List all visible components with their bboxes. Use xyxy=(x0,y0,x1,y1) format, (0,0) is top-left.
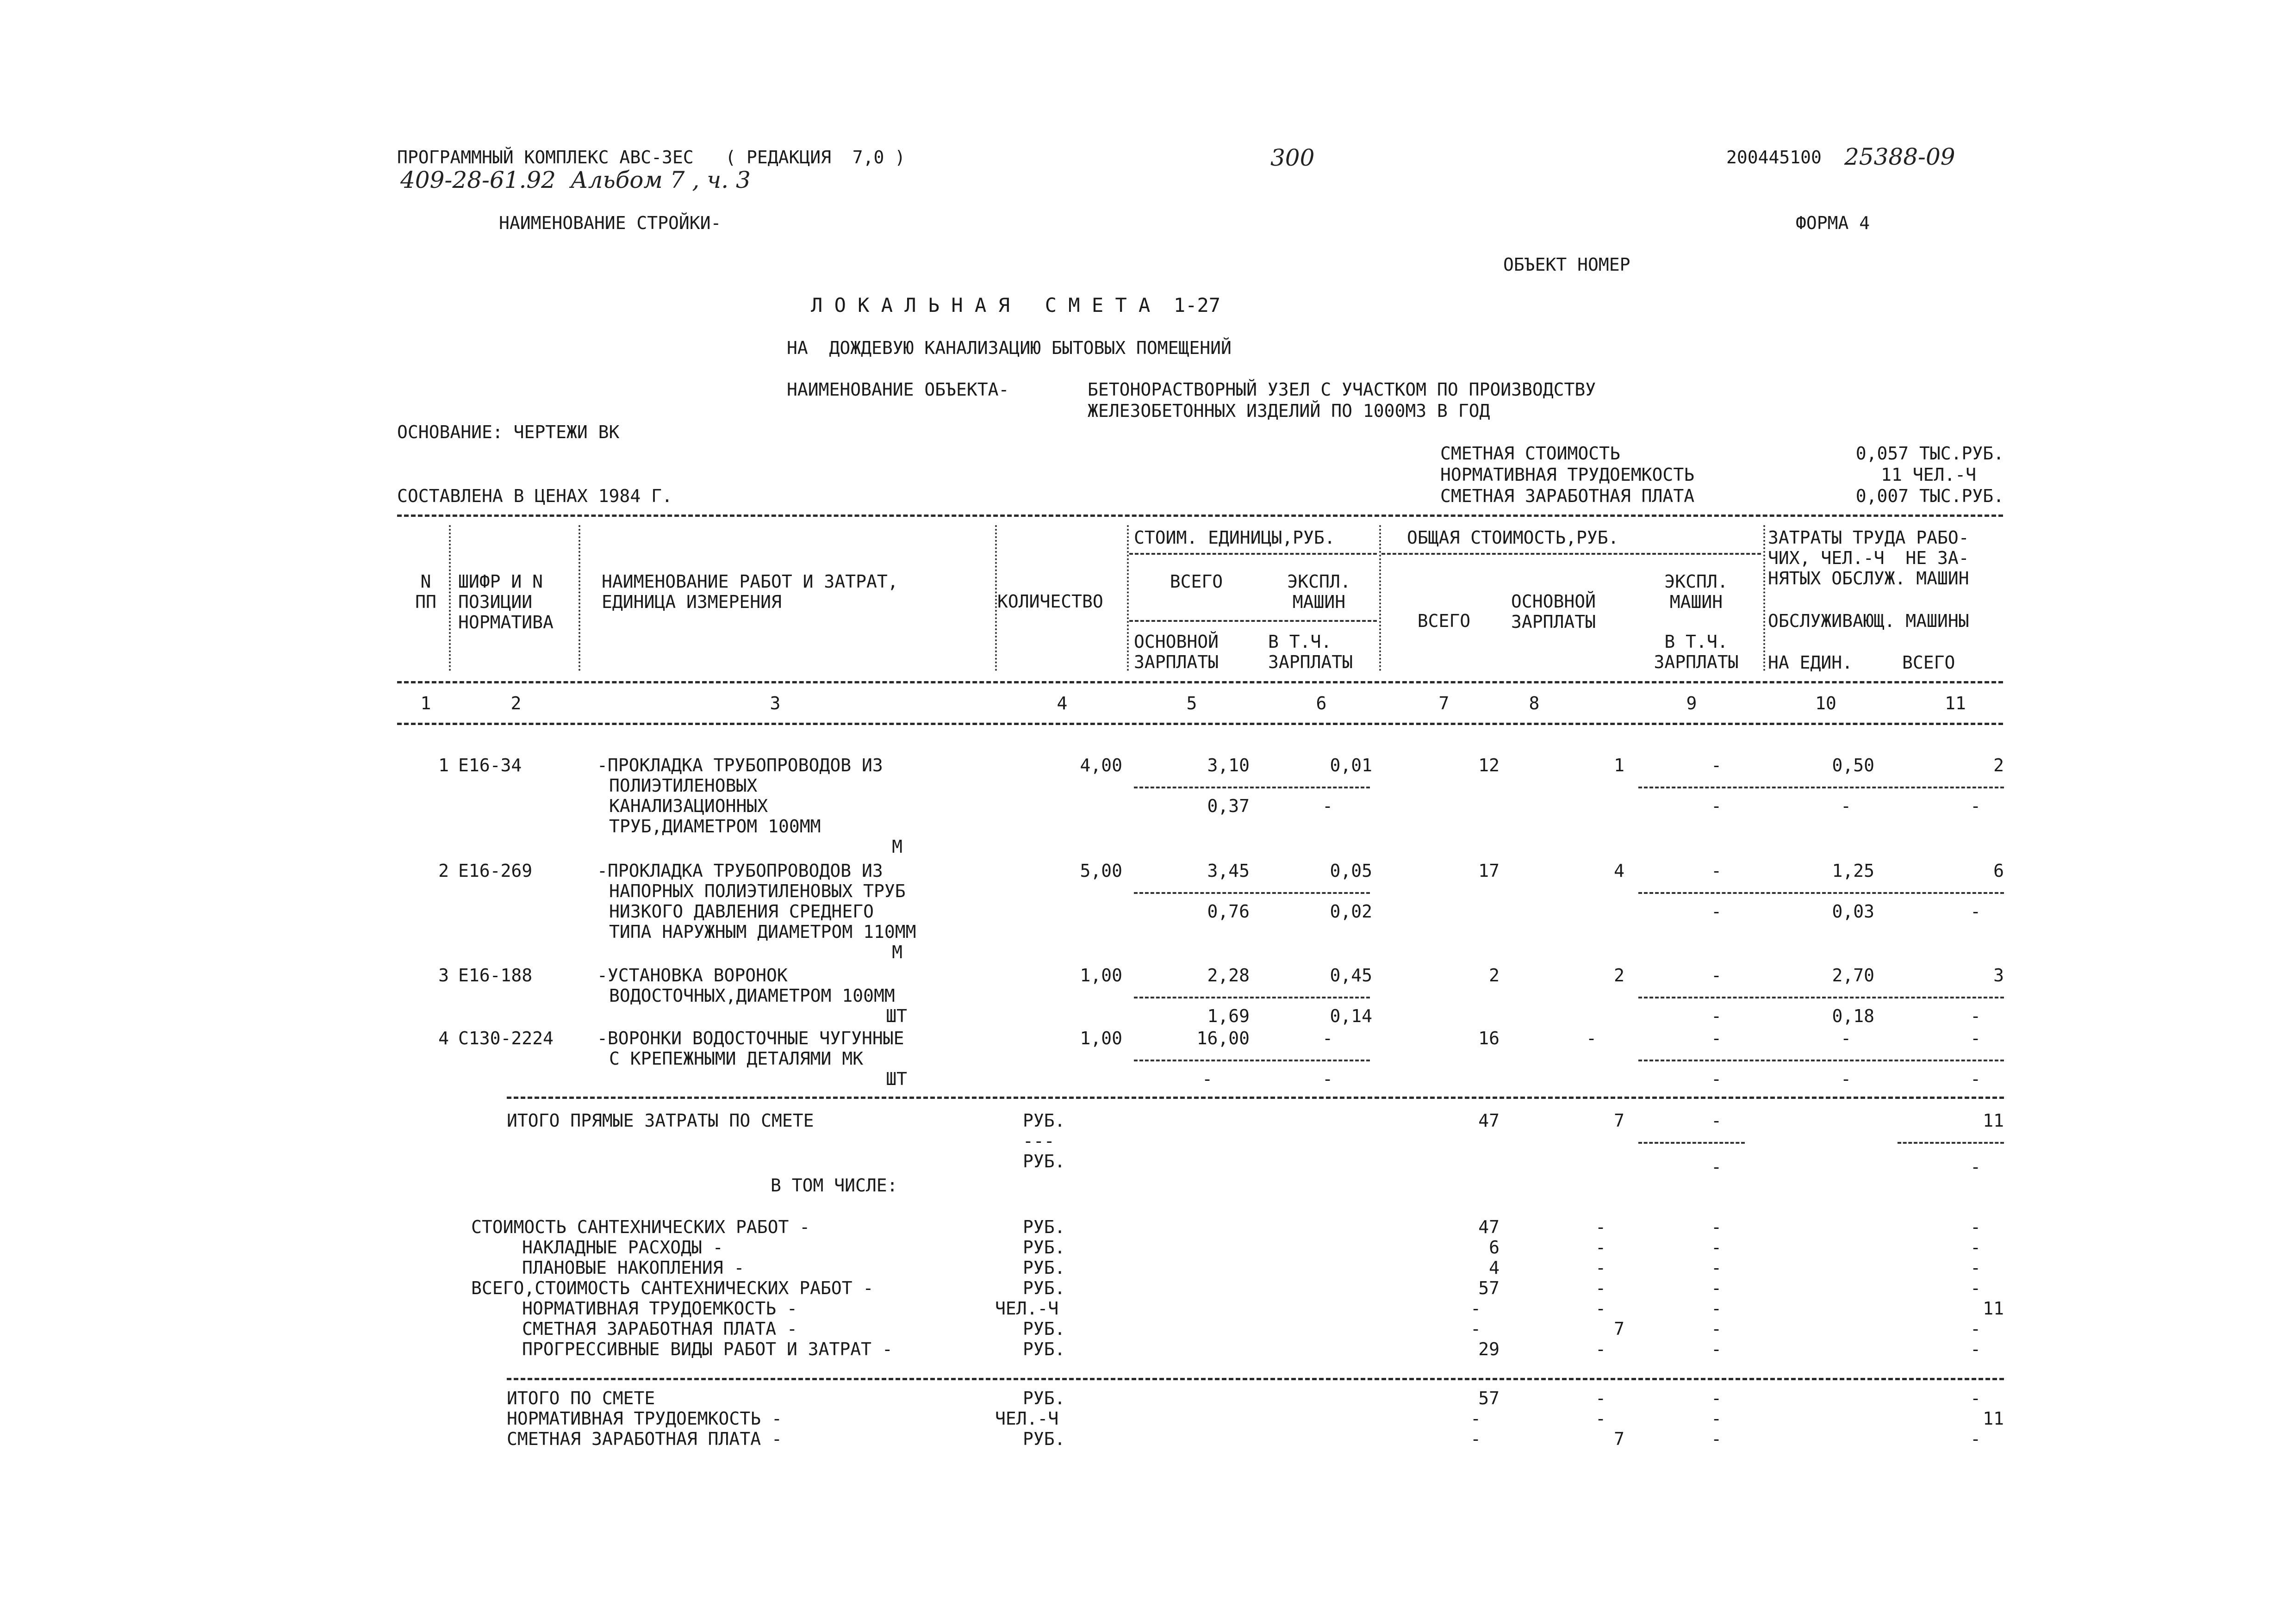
row-code: Е16-269 xyxy=(458,861,533,881)
colnum-4: 4 xyxy=(1057,693,1068,713)
page-number: 300 xyxy=(1270,144,1315,171)
breakdown-label: СТОИМОСТЬ САНТЕХНИЧЕСКИХ РАБОТ - xyxy=(471,1217,810,1237)
breakdown-label: ПЛАНОВЫЕ НАКОПЛЕНИЯ - xyxy=(522,1258,745,1278)
breakdown-total: - xyxy=(1470,1298,1481,1319)
colnum-3: 3 xyxy=(770,693,781,713)
colnum-8: 8 xyxy=(1529,693,1540,713)
row-total-wage: 2 xyxy=(1614,965,1624,986)
breakdown-labor: - xyxy=(1970,1217,1981,1237)
object-name-line-1: БЕТОНОРАСТВОРНЫЙ УЗЕЛ С УЧАСТКОМ ПО ПРОИЗВОДСТВУ xyxy=(1088,379,1596,400)
breakdown-mach: - xyxy=(1711,1278,1722,1298)
header-bottom-rule xyxy=(397,723,2003,725)
totals-total: - xyxy=(1470,1429,1481,1449)
header-rule xyxy=(397,681,2003,683)
totals-labor: - xyxy=(1970,1388,1981,1408)
row-name-line: -ВОРОНКИ ВОДОСТОЧНЫЕ ЧУГУННЫЕ xyxy=(597,1028,904,1048)
row-separator xyxy=(1134,892,1370,894)
row-total-all: 17 xyxy=(1478,861,1500,881)
row-number: 4 xyxy=(438,1028,449,1048)
breakdown-label: СМЕТНАЯ ЗАРАБОТНАЯ ПЛАТА - xyxy=(522,1319,797,1339)
header-total-wage: ОСНОВНОЙ ЗАРПЛАТЫ xyxy=(1511,591,1596,632)
breakdown-wage: - xyxy=(1595,1278,1606,1298)
object-name-label: НАИМЕНОВАНИЕ ОБЪЕКТА- xyxy=(787,379,1009,400)
totals-total: - xyxy=(1470,1408,1481,1429)
header-unit-total: ВСЕГО xyxy=(1170,571,1223,592)
breakdown-unit: РУБ. xyxy=(1023,1237,1065,1258)
row-unit-mach: 0,45 xyxy=(1330,965,1372,986)
breakdown-label: ПРОГРЕССИВНЫЕ ВИДЫ РАБОТ И ЗАТРАТ - xyxy=(522,1339,893,1359)
breakdown-total: - xyxy=(1470,1319,1481,1339)
row-name-line: ПОЛИЭТИЛЕНОВЫХ xyxy=(609,775,758,796)
breakdown-total: 6 xyxy=(1489,1237,1500,1258)
totals-mach: - xyxy=(1711,1408,1722,1429)
breakdown-total: 29 xyxy=(1478,1339,1500,1359)
header-qty: КОЛИЧЕСТВО xyxy=(997,591,1103,612)
row-name-line: С КРЕПЕЖНЫМИ ДЕТАЛЯМИ МК xyxy=(609,1048,864,1069)
row-qty: 5,00 xyxy=(1080,861,1122,881)
direct-costs-unit-2: РУБ. xyxy=(1023,1151,1065,1172)
row-labor-mach-unit: - xyxy=(1841,796,1851,816)
row-labor-mach-unit: - xyxy=(1841,1069,1851,1089)
row-name-line: ВОДОСТОЧНЫХ,ДИАМЕТРОМ 100ММ xyxy=(609,986,895,1006)
colnum-10: 10 xyxy=(1815,693,1836,713)
row-total-all: 2 xyxy=(1489,965,1500,986)
form-label: ФОРМА 4 xyxy=(1796,213,1870,233)
direct-costs-dash: --- xyxy=(1023,1131,1055,1151)
row-unit: ШТ xyxy=(886,1069,907,1089)
breakdown-unit: РУБ. xyxy=(1023,1278,1065,1298)
object-number-label: ОБЪЕКТ НОМЕР xyxy=(1503,254,1630,275)
row-separator xyxy=(1638,892,2004,894)
breakdown-unit: РУБ. xyxy=(1023,1258,1065,1278)
estimate-title: Л О К А Л Ь Н А Я С М Е Т А 1-27 xyxy=(811,294,1221,316)
breakdown-mach: - xyxy=(1711,1217,1722,1237)
totals-labor: 11 xyxy=(1983,1408,2004,1429)
row-labor-mach-total: - xyxy=(1970,901,1981,922)
row-labor-total: 6 xyxy=(1993,861,2004,881)
totals-rule xyxy=(507,1378,2004,1380)
row-total-mach: - xyxy=(1711,1028,1722,1048)
row-unit-total: 3,45 xyxy=(1207,861,1250,881)
header-total-mach-wage: В Т.Ч. ЗАРПЛАТЫ xyxy=(1654,632,1739,672)
header-labor-mach: ОБСЛУЖИВАЮЩ. МАШИНЫ xyxy=(1768,611,1969,631)
row-total-mach-wage: - xyxy=(1711,901,1722,922)
breakdown-total: 4 xyxy=(1489,1258,1500,1278)
totals-mach: - xyxy=(1711,1429,1722,1449)
breakdown-wage: - xyxy=(1595,1258,1606,1278)
direct-costs-total: 47 xyxy=(1478,1110,1500,1131)
totals-wage: - xyxy=(1595,1388,1606,1408)
row-unit-mach-wage: - xyxy=(1322,1069,1333,1089)
direct-costs-labor-mach: - xyxy=(1970,1157,1981,1177)
direct-rule xyxy=(507,1097,2004,1099)
row-separator xyxy=(1638,1060,2004,1061)
col-divider xyxy=(1379,525,1381,671)
header-labor: ЗАТРАТЫ ТРУДА РАБО- ЧИХ, ЧЕЛ.-Ч НЕ ЗА- НЯТЫХ ОБСЛУЖ. МАШИН xyxy=(1768,527,1969,589)
header-unit-mach-wage: В Т.Ч. ЗАРПЛАТЫ xyxy=(1268,632,1353,672)
totals-wage: 7 xyxy=(1614,1429,1624,1449)
breakdown-labor: - xyxy=(1970,1278,1981,1298)
totals-label: СМЕТНАЯ ЗАРАБОТНАЯ ПЛАТА - xyxy=(507,1429,782,1449)
summary-value-cost: 0,057 ТЫС.РУБ. xyxy=(1855,443,2004,464)
breakdown-unit: РУБ. xyxy=(1023,1217,1065,1237)
row-labor-mach-unit: 0,18 xyxy=(1832,1006,1874,1026)
row-name-line: КАНАЛИЗАЦИОННЫХ xyxy=(609,796,768,816)
row-labor-unit: 2,70 xyxy=(1832,965,1874,986)
row-unit: М xyxy=(892,942,902,962)
col-divider xyxy=(579,525,580,671)
totals-label: ИТОГО ПО СМЕТЕ xyxy=(507,1388,655,1408)
totals-total: 57 xyxy=(1478,1388,1500,1408)
colnum-6: 6 xyxy=(1316,693,1327,713)
col-divider xyxy=(1127,525,1129,671)
col-divider xyxy=(449,525,451,671)
row-labor-mach-total: - xyxy=(1970,1006,1981,1026)
col-divider xyxy=(995,525,997,671)
breakdown-mach: - xyxy=(1711,1298,1722,1319)
header-unit-cost: СТОИМ. ЕДИНИЦЫ,РУБ. xyxy=(1134,527,1335,548)
row-number: 1 xyxy=(438,755,449,775)
totals-unit: РУБ. xyxy=(1023,1388,1065,1408)
direct-costs-label: ИТОГО ПРЯМЫЕ ЗАТРАТЫ ПО СМЕТЕ xyxy=(507,1110,814,1131)
including-label: В ТОМ ЧИСЛЕ: xyxy=(771,1175,898,1196)
header-total-mach: ЭКСПЛ. МАШИН xyxy=(1664,571,1728,612)
row-total-mach-wage: - xyxy=(1711,796,1722,816)
header-unit-mach: ЭКСПЛ. МАШИН xyxy=(1287,571,1351,612)
row-name-line: НИЗКОГО ДАВЛЕНИЯ СРЕДНЕГО xyxy=(609,901,874,922)
header-labor-total: ВСЕГО xyxy=(1902,652,1955,673)
summary-label-cost: СМЕТНАЯ СТОИМОСТЬ xyxy=(1440,443,1620,464)
row-name-line: -ПРОКЛАДКА ТРУБОПРОВОДОВ ИЗ xyxy=(597,755,883,775)
row-labor-mach-unit: 0,03 xyxy=(1832,901,1874,922)
summary-label-labor: НОРМАТИВНАЯ ТРУДОЕМКОСТЬ xyxy=(1440,465,1695,485)
breakdown-labor: - xyxy=(1970,1258,1981,1278)
row-labor-unit: 0,50 xyxy=(1832,755,1874,775)
breakdown-labor: - xyxy=(1970,1339,1981,1359)
prices-year: СОСТАВЛЕНА В ЦЕНАХ 1984 Г. xyxy=(397,486,672,506)
row-total-all: 16 xyxy=(1478,1028,1500,1048)
program-name: ПРОГРАММНЫЙ КОМПЛЕКС АВС-3ЕС ( РЕДАКЦИЯ 7,0 ) xyxy=(397,147,906,167)
row-qty: 1,00 xyxy=(1080,1028,1122,1048)
row-separator xyxy=(1898,1142,2004,1144)
row-total-wage: 1 xyxy=(1614,755,1624,775)
row-name-line: -УСТАНОВКА ВОРОНОК xyxy=(597,965,788,986)
header-unit-wage: ОСНОВНОЙ ЗАРПЛАТЫ xyxy=(1134,632,1219,672)
row-unit-mach: 0,05 xyxy=(1330,861,1372,881)
header-subrule xyxy=(1129,553,1377,555)
document-code: 200445100 xyxy=(1726,147,1822,167)
breakdown-mach: - xyxy=(1711,1319,1722,1339)
colnum-1: 1 xyxy=(420,693,431,713)
row-separator xyxy=(1638,997,2004,998)
summary-value-labor: 11 ЧЕЛ.-Ч xyxy=(1881,465,1976,485)
estimate-subtitle: НА ДОЖДЕВУЮ КАНАЛИЗАЦИЮ БЫТОВЫХ ПОМЕЩЕНИЙ xyxy=(787,338,1232,358)
row-labor-mach-total: - xyxy=(1970,1069,1981,1089)
object-name-line-2: ЖЕЛЕЗОБЕТОННЫХ ИЗДЕЛИЙ ПО 1000М3 В ГОД xyxy=(1088,401,1490,421)
header-name: НАИМЕНОВАНИЕ РАБОТ И ЗАТРАТ, ЕДИНИЦА ИЗМЕРЕНИЯ xyxy=(602,571,898,612)
row-unit-wage: 0,76 xyxy=(1207,901,1250,922)
breakdown-label: НОРМАТИВНАЯ ТРУДОЕМКОСТЬ - xyxy=(522,1298,797,1319)
summary-value-wage: 0,007 ТЫС.РУБ. xyxy=(1855,486,2004,506)
handwritten-number: 25388-09 xyxy=(1844,143,1955,170)
breakdown-labor: - xyxy=(1970,1237,1981,1258)
breakdown-mach: - xyxy=(1711,1339,1722,1359)
row-labor-total: 3 xyxy=(1993,965,2004,986)
row-qty: 4,00 xyxy=(1080,755,1122,775)
summary-label-wage: СМЕТНАЯ ЗАРАБОТНАЯ ПЛАТА xyxy=(1440,486,1695,506)
colnum-5: 5 xyxy=(1186,693,1197,713)
breakdown-mach: - xyxy=(1711,1258,1722,1278)
row-labor-unit: 1,25 xyxy=(1832,861,1874,881)
handwritten-album: 409-28-61.92 Альбом 7 , ч. 3 xyxy=(400,167,751,193)
row-total-wage: - xyxy=(1586,1028,1597,1048)
header-subrule xyxy=(1129,620,1377,622)
breakdown-labor: 11 xyxy=(1983,1298,2004,1319)
breakdown-total: 57 xyxy=(1478,1278,1500,1298)
row-unit: ШТ xyxy=(886,1006,907,1026)
breakdown-wage: - xyxy=(1595,1298,1606,1319)
totals-unit: ЧЕЛ.-Ч xyxy=(995,1408,1059,1429)
row-total-mach: - xyxy=(1711,755,1722,775)
breakdown-wage: 7 xyxy=(1614,1319,1624,1339)
direct-costs-wage: 7 xyxy=(1614,1110,1624,1131)
breakdown-label: НАКЛАДНЫЕ РАСХОДЫ - xyxy=(522,1237,723,1258)
header-code: ШИФР И N ПОЗИЦИИ НОРМАТИВА xyxy=(458,571,554,632)
direct-costs-unit: РУБ. xyxy=(1023,1110,1065,1131)
row-unit-mach-wage: 0,02 xyxy=(1330,901,1372,922)
row-unit-mach-wage: - xyxy=(1322,796,1333,816)
totals-wage: - xyxy=(1595,1408,1606,1429)
construction-name-label: НАИМЕНОВАНИЕ СТРОЙКИ- xyxy=(499,213,722,233)
direct-costs-mach: - xyxy=(1711,1110,1722,1131)
header-labor-unit: НА ЕДИН. xyxy=(1768,652,1853,673)
breakdown-total: 47 xyxy=(1478,1217,1500,1237)
table-top-rule xyxy=(397,515,2003,517)
row-separator xyxy=(1134,997,1370,998)
row-total-mach: - xyxy=(1711,861,1722,881)
breakdown-wage: - xyxy=(1595,1217,1606,1237)
row-separator xyxy=(1134,787,1370,788)
row-name-line: ТРУБ,ДИАМЕТРОМ 100ММ xyxy=(609,816,821,837)
row-qty: 1,00 xyxy=(1080,965,1122,986)
row-unit-wage: 0,37 xyxy=(1207,796,1250,816)
row-unit: М xyxy=(892,837,902,857)
row-code: С130-2224 xyxy=(458,1028,554,1048)
row-number: 2 xyxy=(438,861,449,881)
row-separator xyxy=(1638,787,2004,788)
totals-labor: - xyxy=(1970,1429,1981,1449)
row-name-line: ТИПА НАРУЖНЫМ ДИАМЕТРОМ 110ММ xyxy=(609,922,916,942)
direct-costs-labor: 11 xyxy=(1983,1110,2004,1131)
direct-costs-mach-wage: - xyxy=(1711,1157,1722,1177)
row-unit-wage: - xyxy=(1202,1069,1213,1089)
row-unit-total: 2,28 xyxy=(1207,965,1250,986)
breakdown-wage: - xyxy=(1595,1237,1606,1258)
totals-unit: РУБ. xyxy=(1023,1429,1065,1449)
row-total-mach-wage: - xyxy=(1711,1069,1722,1089)
row-code: Е16-34 xyxy=(458,755,522,775)
row-separator xyxy=(1134,1060,1370,1061)
colnum-11: 11 xyxy=(1945,693,1966,713)
row-labor-mach-total: - xyxy=(1970,796,1981,816)
row-labor-unit: - xyxy=(1841,1028,1851,1048)
colnum-2: 2 xyxy=(510,693,522,713)
header-total-cost: ОБЩАЯ СТОИМОСТЬ,РУБ. xyxy=(1407,527,1619,548)
header-total-all: ВСЕГО xyxy=(1417,611,1471,631)
row-labor-total: - xyxy=(1970,1028,1981,1048)
row-unit-mach: 0,01 xyxy=(1330,755,1372,775)
colnum-9: 9 xyxy=(1686,693,1697,713)
row-unit-wage: 1,69 xyxy=(1207,1006,1250,1026)
row-unit-total: 3,10 xyxy=(1207,755,1250,775)
header-n: N ПП xyxy=(415,571,436,612)
row-name-line: -ПРОКЛАДКА ТРУБОПРОВОДОВ ИЗ xyxy=(597,861,883,881)
totals-mach: - xyxy=(1711,1388,1722,1408)
row-total-wage: 4 xyxy=(1614,861,1624,881)
breakdown-unit: РУБ. xyxy=(1023,1319,1065,1339)
breakdown-wage: - xyxy=(1595,1339,1606,1359)
row-code: Е16-188 xyxy=(458,965,533,986)
row-total-all: 12 xyxy=(1478,755,1500,775)
breakdown-labor: - xyxy=(1970,1319,1981,1339)
row-labor-total: 2 xyxy=(1993,755,2004,775)
row-unit-mach-wage: 0,14 xyxy=(1330,1006,1372,1026)
col-divider xyxy=(1763,525,1765,671)
row-unit-mach: - xyxy=(1322,1028,1333,1048)
breakdown-mach: - xyxy=(1711,1237,1722,1258)
row-total-mach-wage: - xyxy=(1711,1006,1722,1026)
row-name-line: НАПОРНЫХ ПОЛИЭТИЛЕНОВЫХ ТРУБ xyxy=(609,881,906,901)
breakdown-unit: ЧЕЛ.-Ч xyxy=(995,1298,1059,1319)
basis: ОСНОВАНИЕ: ЧЕРТЕЖИ ВК xyxy=(397,422,620,442)
breakdown-unit: РУБ. xyxy=(1023,1339,1065,1359)
header-subrule xyxy=(1381,553,1761,555)
row-number: 3 xyxy=(438,965,449,986)
row-separator xyxy=(1638,1142,1745,1144)
row-unit-total: 16,00 xyxy=(1196,1028,1250,1048)
colnum-7: 7 xyxy=(1438,693,1450,713)
row-total-mach: - xyxy=(1711,965,1722,986)
breakdown-label: ВСЕГО,СТОИМОСТЬ САНТЕХНИЧЕСКИХ РАБОТ - xyxy=(471,1278,874,1298)
totals-label: НОРМАТИВНАЯ ТРУДОЕМКОСТЬ - xyxy=(507,1408,782,1429)
